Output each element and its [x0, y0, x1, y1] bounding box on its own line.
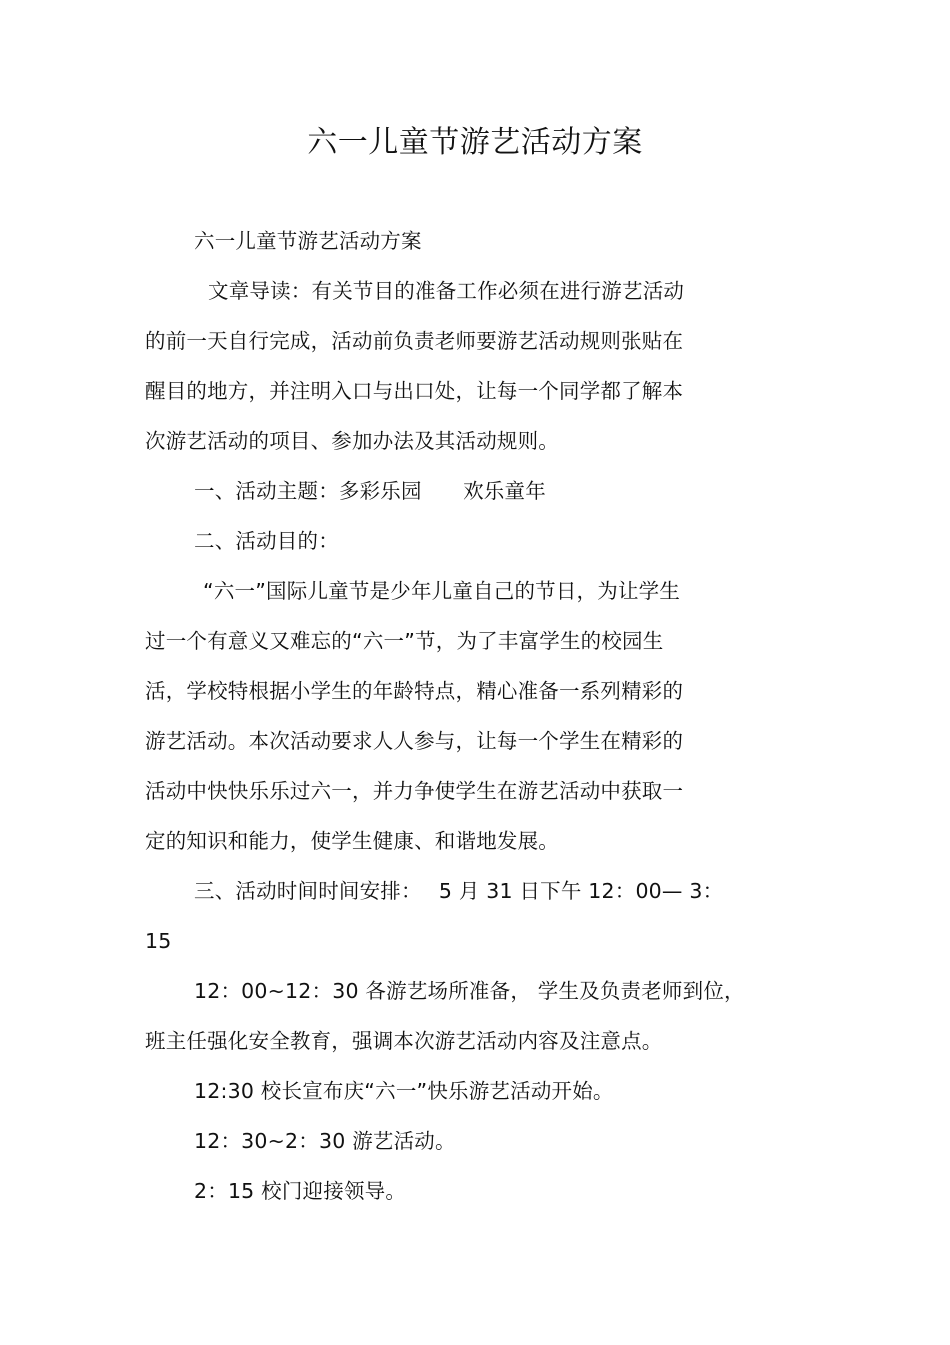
section-purpose-heading: 二、活动目的：	[194, 529, 339, 553]
schedule-item-2: 12:30 校长宣布庆“六一”快乐游艺活动开始。	[194, 1079, 614, 1103]
purpose-line-5: 活动中快快乐乐过六一，并力争使学生在游艺活动中获取一	[145, 779, 684, 803]
purpose-line-4: 游艺活动。本次活动要求人人参与，让每一个学生在精彩的	[145, 729, 684, 753]
intro-line-3: 醒目的地方，并注明入口与出口处，让每一个同学都了解本	[145, 379, 684, 403]
document-title: 六一儿童节游艺活动方案	[307, 125, 643, 160]
intro-line-4: 次游艺活动的项目、参加办法及其活动规则。	[145, 429, 559, 453]
subtitle-line: 六一儿童节游艺活动方案	[194, 229, 422, 253]
schedule-item-1: 12：00~12：30 各游艺场所准备， 学生及负责老师到位，	[194, 979, 745, 1003]
schedule-item-1-cont: 班主任强化安全教育，强调本次游艺活动内容及注意点。	[145, 1029, 663, 1053]
schedule-heading-cont: 15	[145, 929, 172, 953]
intro-line-2: 的前一天自行完成，活动前负责老师要游艺活动规则张贴在	[145, 329, 684, 353]
purpose-line-6: 定的知识和能力，使学生健康、和谐地发展。	[145, 829, 559, 853]
purpose-line-2: 过一个有意义又难忘的“六一”节，为了丰富学生的校园生	[145, 629, 664, 653]
schedule-item-3: 12：30~2：30 游艺活动。	[194, 1129, 456, 1153]
schedule-item-4: 2：15 校门迎接领导。	[194, 1179, 407, 1203]
purpose-line-3: 活，学校特根据小学生的年龄特点，精心准备一系列精彩的	[145, 679, 684, 703]
purpose-line-1: “六一”国际儿童节是少年儿童自己的节日，为让学生	[203, 579, 681, 603]
intro-line-1: 文章导读：有关节目的准备工作必须在进行游艺活动	[208, 279, 685, 303]
section-schedule-heading: 三、活动时间时间安排： 5 月 31 日下午 12：00— 3：	[194, 879, 724, 903]
section-theme: 一、活动主题：多彩乐园 欢乐童年	[194, 479, 546, 503]
